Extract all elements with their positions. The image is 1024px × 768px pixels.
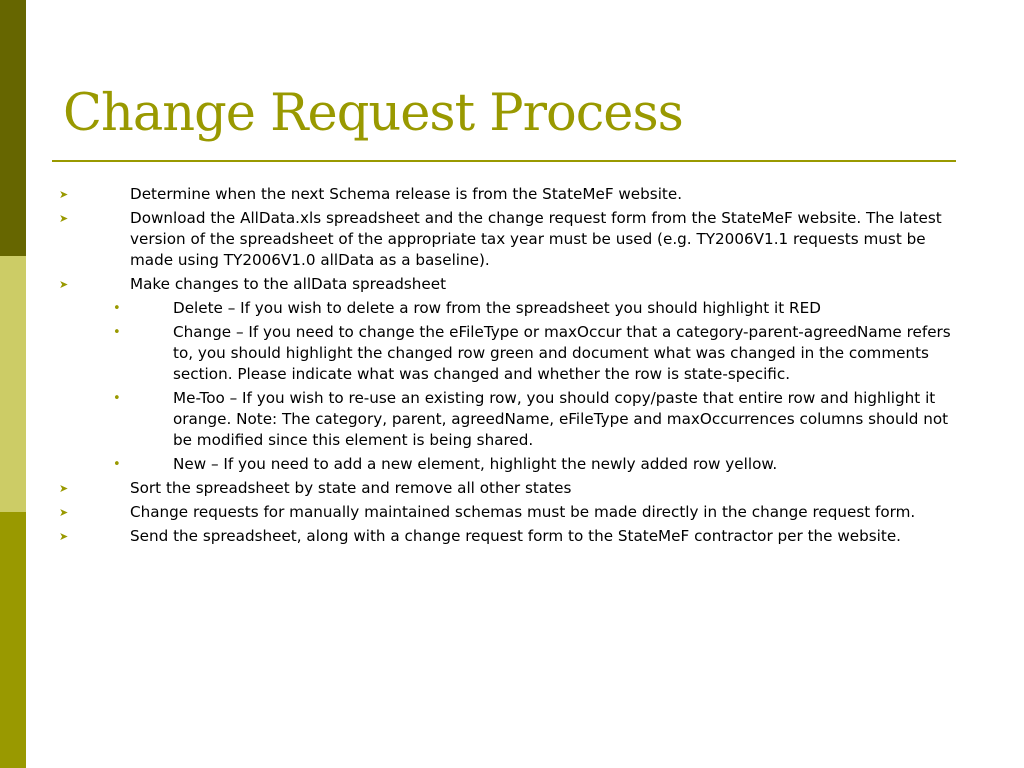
bullet-text: Change requests for manually maintained schemas must be made directly in the change request form.: [130, 503, 916, 521]
bullet-item: [0, 184, 960, 205]
arrow-bullet-icon: ➤: [59, 506, 69, 519]
side-bar-olive-segment: [0, 512, 26, 768]
dot-bullet-icon: •: [113, 325, 121, 340]
sub-bullet-item: [0, 298, 958, 319]
bullet-item: [0, 274, 960, 295]
bullet-item: [0, 478, 960, 499]
arrow-bullet-icon: ➤: [59, 188, 69, 201]
bullet-text: Determine when the next Schema release is from the StateMeF website.: [130, 185, 683, 203]
sub-bullet-item: [0, 454, 958, 475]
sub-bullet-text: Change – If you need to change the eFileType or maxOccur that a category-parent-agreedName refers to, you should highlight the changed row green and document what was changed in the comments section. Please indicate what was changed and whether the row is state-specific.: [173, 323, 951, 383]
bullet-text: Download the AllData.xls spreadsheet and the change request form from the StateMeF website. The latest version of the spreadsheet of the appropriate tax year must be used (e.g. TY2006V1.1 requests must be made using TY2006V1.0 allData as a baseline).: [130, 209, 942, 269]
bullet-list: [0, 184, 1024, 550]
bullet-item: [0, 208, 960, 271]
arrow-bullet-icon: ➤: [59, 482, 69, 495]
sub-bullet-text: Me-Too – If you wish to re-use an existing row, you should copy/paste that entire row and highlight it orange. Note: The category, parent, agreedName, eFileType and maxOccurrences columns should not be modified since this element is being shared.: [173, 389, 949, 449]
bullet-text: Sort the spreadsheet by state and remove all other states: [130, 479, 572, 497]
arrow-bullet-icon: ➤: [59, 278, 69, 291]
sub-bullet-text: Delete – If you wish to delete a row from the spreadsheet you should highlight it RED: [173, 299, 821, 317]
arrow-bullet-icon: ➤: [59, 212, 69, 225]
sub-bullet-item: [0, 322, 958, 385]
bullet-item: [0, 526, 960, 547]
bullet-text: Send the spreadsheet, along with a change request form to the StateMeF contractor per the website.: [130, 527, 901, 545]
arrow-bullet-icon: ➤: [59, 530, 69, 543]
title-underline: [52, 160, 956, 162]
bullet-item: [0, 502, 960, 523]
slide-title: Change Request Process: [63, 84, 683, 143]
dot-bullet-icon: •: [113, 457, 121, 472]
dot-bullet-icon: •: [113, 391, 121, 406]
sub-bullet-item: [0, 388, 958, 451]
sub-bullet-text: New – If you need to add a new element, highlight the newly added row yellow.: [173, 455, 778, 473]
bullet-text: Make changes to the allData spreadsheet: [130, 275, 447, 293]
dot-bullet-icon: •: [113, 301, 121, 316]
